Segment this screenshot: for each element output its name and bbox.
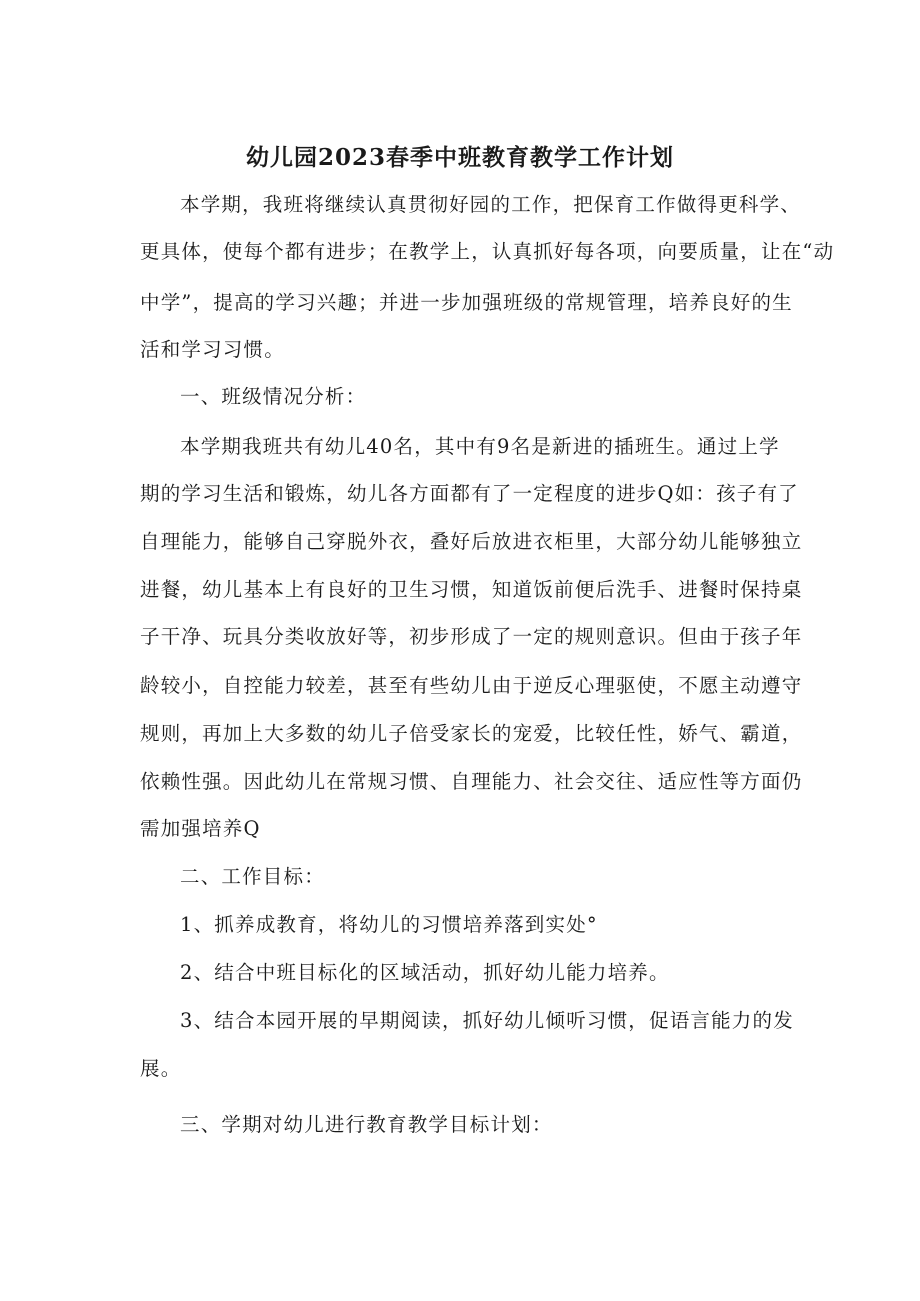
paragraph-line: 活和学习习惯。 (140, 338, 285, 361)
paragraph-line: 龄较小，自控能力较差，甚至有些幼儿由于逆反心理驱使，不愿主动遵守 (140, 674, 803, 697)
section-heading: 三、学期对幼儿进行教育教学目标计划： (180, 1113, 553, 1136)
paragraph-line: 期的学习生活和锻炼，幼儿各方面都有了一定程度的进步Q如：孩子有了 (140, 482, 799, 505)
section-heading: 一、班级情况分析： (180, 385, 367, 408)
paragraph-line: 规则，再加上大多数的幼儿子倍受家长的宠爱，比较任性，娇气、霸道， (140, 722, 803, 745)
list-item-continuation: 展。 (140, 1057, 182, 1080)
list-item: 1、抓养成教育，将幼儿的习惯培养落到实处° (180, 913, 598, 936)
paragraph-line: 需加强培养Q (140, 817, 261, 840)
paragraph-line: 更具体，使每个都有进步；在教学上，认真抓好每各项，向要质量，让在“动 (140, 240, 835, 263)
list-item: 2、结合中班目标化的区域活动，抓好幼儿能力培养。 (180, 961, 670, 984)
paragraph-line: 自理能力，能够自己穿脱外衣，叠好后放进衣柜里，大部分幼儿能够独立 (140, 530, 803, 553)
paragraph-line: 依赖性强。因此幼儿在常规习惯、自理能力、社会交往、适应性等方面仍 (140, 770, 803, 793)
paragraph-line: 中学”，提高的学习兴趣；并进一步加强班级的常规管理，培养良好的生 (140, 291, 793, 314)
paragraph-line: 子干净、玩具分类收放好等，初步形成了一定的规则意识。但由于孩子年 (140, 625, 803, 648)
paragraph-line: 本学期我班共有幼儿40名，其中有9名是新进的插班生。通过上学 (180, 435, 780, 458)
paragraph-line: 进餐，幼儿基本上有良好的卫生习惯，知道饭前便后洗手、进餐时保持桌 (140, 578, 803, 601)
document-title: 幼儿园2023春季中班教育教学工作计划 (245, 144, 674, 171)
list-item: 3、结合本园开展的早期阅读，抓好幼儿倾听习惯，促语言能力的发 (180, 1009, 794, 1032)
section-heading: 二、工作目标： (180, 865, 325, 888)
paragraph-line: 本学期，我班将继续认真贯彻好园的工作，把保育工作做得更科学、 (180, 193, 802, 216)
